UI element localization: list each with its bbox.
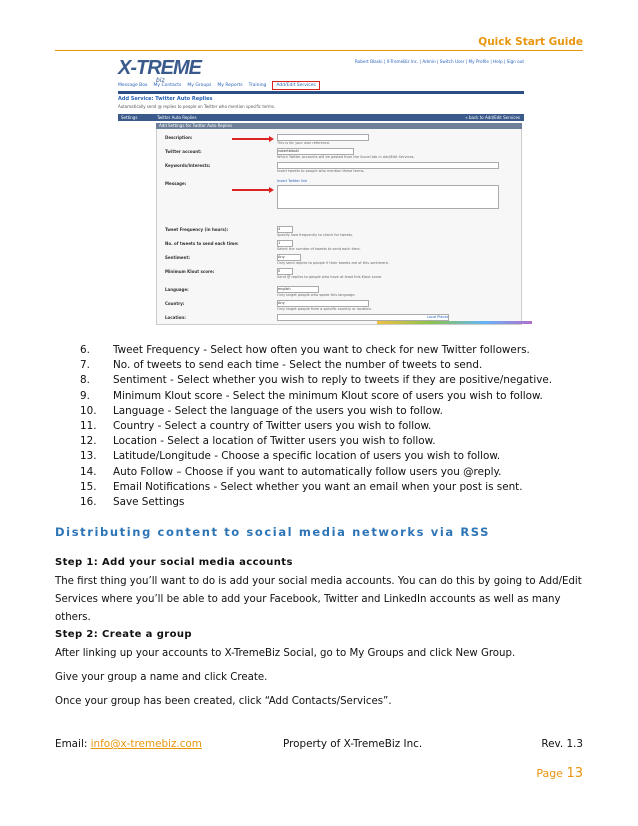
nav-underline (118, 91, 524, 94)
frequency-select: 4 (277, 226, 293, 233)
country-select: Any (277, 300, 369, 307)
insert-link: Insert Twitter link (277, 179, 308, 183)
xtreme-logo: X-TREME (118, 57, 201, 79)
footer-email (55, 738, 202, 750)
step1-text: The first thing you’ll want to do is add your social media accounts. You can do this by going to Add/Edit Services where you’ll be able to add your Facebook, Twitter and LinkedIn accounts as well as many others. (55, 576, 582, 623)
list-item: 10. Language - Select the language of the users you wish to follow. (80, 404, 443, 417)
help-language: Only target people who speak this language. (277, 293, 356, 297)
page-number (536, 766, 583, 781)
list-item: 6. Tweet Frequency - Select how often you want to check for new Twitter followers. (80, 344, 530, 356)
page-number-value: 13 (566, 766, 583, 781)
service-description: Automatically send @ replies to people on Twitter who mention specific terms. (118, 104, 276, 109)
embedded-screenshot (112, 53, 532, 325)
field-country: Country: (165, 301, 185, 306)
page-label: Page (536, 767, 563, 780)
numbered-list (80, 343, 552, 510)
footer-revision: Rev. 1.3 (541, 738, 583, 750)
email-link[interactable]: info@x-tremebiz.com (90, 738, 202, 750)
help-klout: Send @ replies to people who have at least this Klout score. (277, 275, 383, 279)
klout-select: 0 (277, 268, 293, 275)
field-message: Message: (165, 181, 187, 186)
help-keywords: Insert tweets to people who mention these terms. (277, 169, 365, 173)
sentiment-select: Any (277, 254, 301, 261)
help-account: Which Twitter accounts will be posted from the Social tab in Add/Edit Services. (277, 155, 415, 159)
list-item: 7. No. of tweets to send each time - Select the number of tweets to send. (80, 359, 483, 372)
keywords-input (277, 162, 499, 169)
nav-message-box: Message Box (118, 83, 148, 88)
location-input (277, 314, 449, 321)
back-link: « back to Add/Edit Services (465, 115, 520, 120)
help-frequency: Specify how frequently to check for tweets. (277, 233, 354, 237)
field-klout: Minimum Klout score: (165, 269, 215, 274)
map-strip (377, 321, 532, 324)
nav-add-edit-services: Add/Edit Services (272, 81, 319, 90)
help-country: Only target people from a specific country or location. (277, 307, 372, 311)
footer-property: Property of X-TremeBiz Inc. (283, 738, 423, 750)
help-description: This is for your own reference. (277, 141, 331, 145)
nav-my-contacts: My Contacts (153, 83, 182, 88)
nav-bar (118, 83, 320, 90)
tweets-select: 1 (277, 240, 293, 247)
field-frequency: Tweet Frequency (in hours): (165, 227, 229, 232)
top-links: Robert Blaski | X-TremeBiz Inc. | Admin | Switch User | My Profile | Help | Sign out (354, 59, 524, 64)
email-label: Email: (55, 738, 88, 750)
list-item: 15. Email Notifications - Select whether you want an email when your post is sent. (80, 480, 523, 493)
settings-form (156, 129, 522, 325)
red-arrow (232, 189, 270, 191)
list-item: 12. Location - Select a location of Twitter users you wish to follow. (80, 435, 436, 448)
language-select: english (277, 286, 319, 293)
field-keywords: Keywords/Interests: (165, 163, 211, 168)
header-divider (55, 50, 583, 51)
nav-my-reports: My Reports (217, 83, 243, 88)
panel-subtitle: Add Settings for Twitter Auto Replies (156, 123, 522, 129)
help-tweets: Select the number of tweets to send each time. (277, 247, 361, 251)
local-places-link: Local Places (427, 315, 449, 319)
logo-sub: biz (156, 77, 165, 84)
field-language: Language: (165, 287, 189, 292)
field-sentiment: Sentiment: (165, 255, 190, 260)
field-twitter-account: Twitter account: (165, 149, 202, 154)
nav-my-groups: My Groups (187, 83, 212, 88)
panel-title: Twitter Auto Replies (157, 115, 197, 120)
list-item: 14. Auto Follow – Choose if you want to automatically follow users you @reply. (80, 465, 502, 478)
list-item: 9. Minimum Klout score - Select the minimum Klout score of users you wish to follow. (80, 389, 543, 402)
help-sentiment: Only send replies to people if their tweets are of this sentiment. (277, 261, 390, 265)
step1-heading: Step 1: Add your social media accounts (55, 557, 293, 568)
step2-text3: Once your group has been created, click “Add Contacts/Services”. (55, 696, 392, 707)
step2-text1: After linking up your accounts to X-TremeBiz Social, go to My Groups and click New Group. (55, 648, 516, 659)
service-title: Add Service: Twitter Auto Replies (118, 96, 213, 102)
step2-text2: Give your group a name and click Create. (55, 672, 268, 683)
field-location: Location: (165, 315, 186, 320)
header-title: Quick Start Guide (478, 36, 583, 48)
field-description: Description: (165, 135, 193, 140)
settings-tab: Settings (118, 114, 155, 121)
nav-training: Training (248, 83, 267, 88)
list-item: 11. Country - Select a country of Twitter users you wish to follow. (80, 419, 432, 432)
step2-heading: Step 2: Create a group (55, 629, 192, 640)
twitter-account-select: robertblaski (277, 148, 354, 155)
message-textarea (277, 185, 499, 209)
section-heading: Distributing content to social media networks via RSS (55, 525, 491, 539)
red-arrow (232, 138, 270, 140)
field-tweets: No. of tweets to send each time: (165, 241, 239, 246)
list-item: 16. Save Settings (80, 495, 185, 508)
panel-title-bar (154, 114, 524, 121)
list-item: 8. Sentiment - Select whether you wish to reply to tweets if they are positive/negative. (80, 374, 553, 387)
description-input (277, 134, 369, 141)
list-item: 13. Latitude/Longitude - Choose a specific location of users you wish to follow. (80, 450, 501, 463)
